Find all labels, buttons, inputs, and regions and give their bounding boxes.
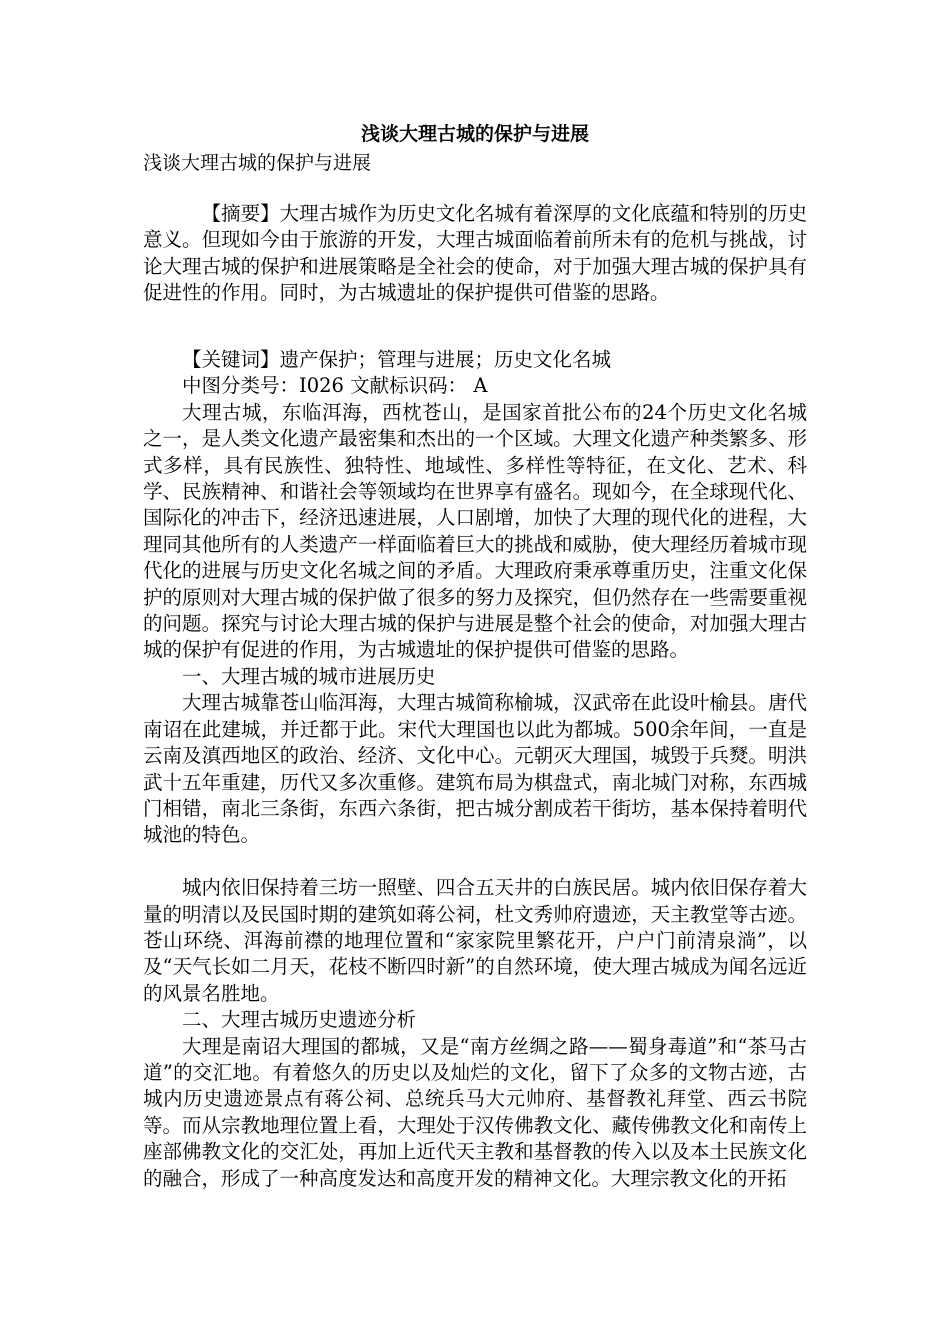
abstract-section xyxy=(143,201,807,307)
main-body xyxy=(143,347,807,1192)
paragraph-spacer xyxy=(143,849,807,875)
keywords-line: 【关键词】遗产保护；管理与进展；历史文化名城 xyxy=(182,348,612,371)
section-history-paragraph-1: 大理古城靠苍山临洱海，大理古城简称榆城，汉武帝在此设叶榆县。唐代南诏在此建城，并迁都于此。宋代大理国也以此为都城。500余年间，一直是云南及滇西地区的政治、经济、文化中心。元朝灭大理国，城毁于兵燹。明洪武十五年重建，历代又多次重修。建筑布局为棋盘式，南北城门对称，东西城门相错，南北三条街，东西六条街，把古城分割成若干街坊，基本保持着明代城池的特色。 xyxy=(143,691,807,847)
abstract-paragraph: 【摘要】大理古城作为历史文化名城有着深厚的文化底蕴和特别的历史意义。但现如今由于旅游的开发，大理古城面临着前所未有的危机与挑战，讨论大理古城的保护和进展策略是全社会的使命，对于加强大理古城的保护具有促进性的作用。同时，为古城遗址的保护提供可借鉴的思路。 xyxy=(143,202,807,305)
document-subtitle: 浅谈大理古城的保护与进展 xyxy=(143,152,372,174)
classification-line: 中图分类号：I026 文献标识码： A xyxy=(182,374,488,398)
section-history-paragraph-2: 城内依旧保持着三坊一照壁、四合五天井的白族民居。城内依旧保存着大量的明清以及民国时期的建筑如蒋公祠，杜文秀帅府遗迹，天主教堂等古迹。苍山环绕、洱海前襟的地理位置和“家家院里繁花开，户户门前清泉淌”，以及“天气长如二月天，花枝不断四时新”的自然环境，使大理古城成为闻名远近的风景名胜地。 xyxy=(143,876,807,1005)
section-heading-history: 一、大理古城的城市进展历史 xyxy=(182,664,436,688)
intro-paragraph: 大理古城，东临洱海，西枕苍山，是国家首批公布的24个历史文化名城之一，是人类文化遗产最密集和杰出的一个区域。大理文化遗产种类繁多、形式多样，具有民族性、独特性、地域性、多样性等特征，在文化、艺术、科学、民族精神、和谐社会等领域均在世界享有盛名。现如今，在全球现代化、国际化的冲击下，经济迅速进展，人口剧增，加快了大理的现代化的进程，大理同其他所有的人类遗产一样面临着巨大的挑战和威胁，使大理经历着城市现代化的进展与历史文化名城之间的矛盾。大理政府秉承尊重历史，注重文化保护的原则对大理古城的保护做了很多的努力及探究，但仍然存在一些需要重视的问题。探究与讨论大理古城的保护与进展是整个社会的使命，对加强大理古城的保护有促进的作用，为古城遗址的保护提供可借鉴的思路。 xyxy=(143,400,807,662)
section-relics-paragraph-1: 大理是南诏大理国的都城，又是“南方丝绸之路——蜀身毒道”和“茶马古道”的交汇地。有着悠久的历史以及灿烂的文化，留下了众多的文物古迹，古城内历史遗迹景点有蒋公祠、总统兵马大元帅府、基督教礼拜堂、西云书院等。而从宗教地理位置上看，大理处于汉传佛教文化、藏传佛教文化和南传上座部佛教文化的交汇处，再加上近代天主教和基督教的传入以及本土民族文化的融合，形成了一种高度发达和高度开发的精神文化。大理宗教文化的开拓 xyxy=(143,1034,807,1190)
document-title: 浅谈大理古城的保护与进展 xyxy=(360,123,589,145)
section-heading-relics: 二、大理古城历史遗迹分析 xyxy=(182,1008,417,1032)
